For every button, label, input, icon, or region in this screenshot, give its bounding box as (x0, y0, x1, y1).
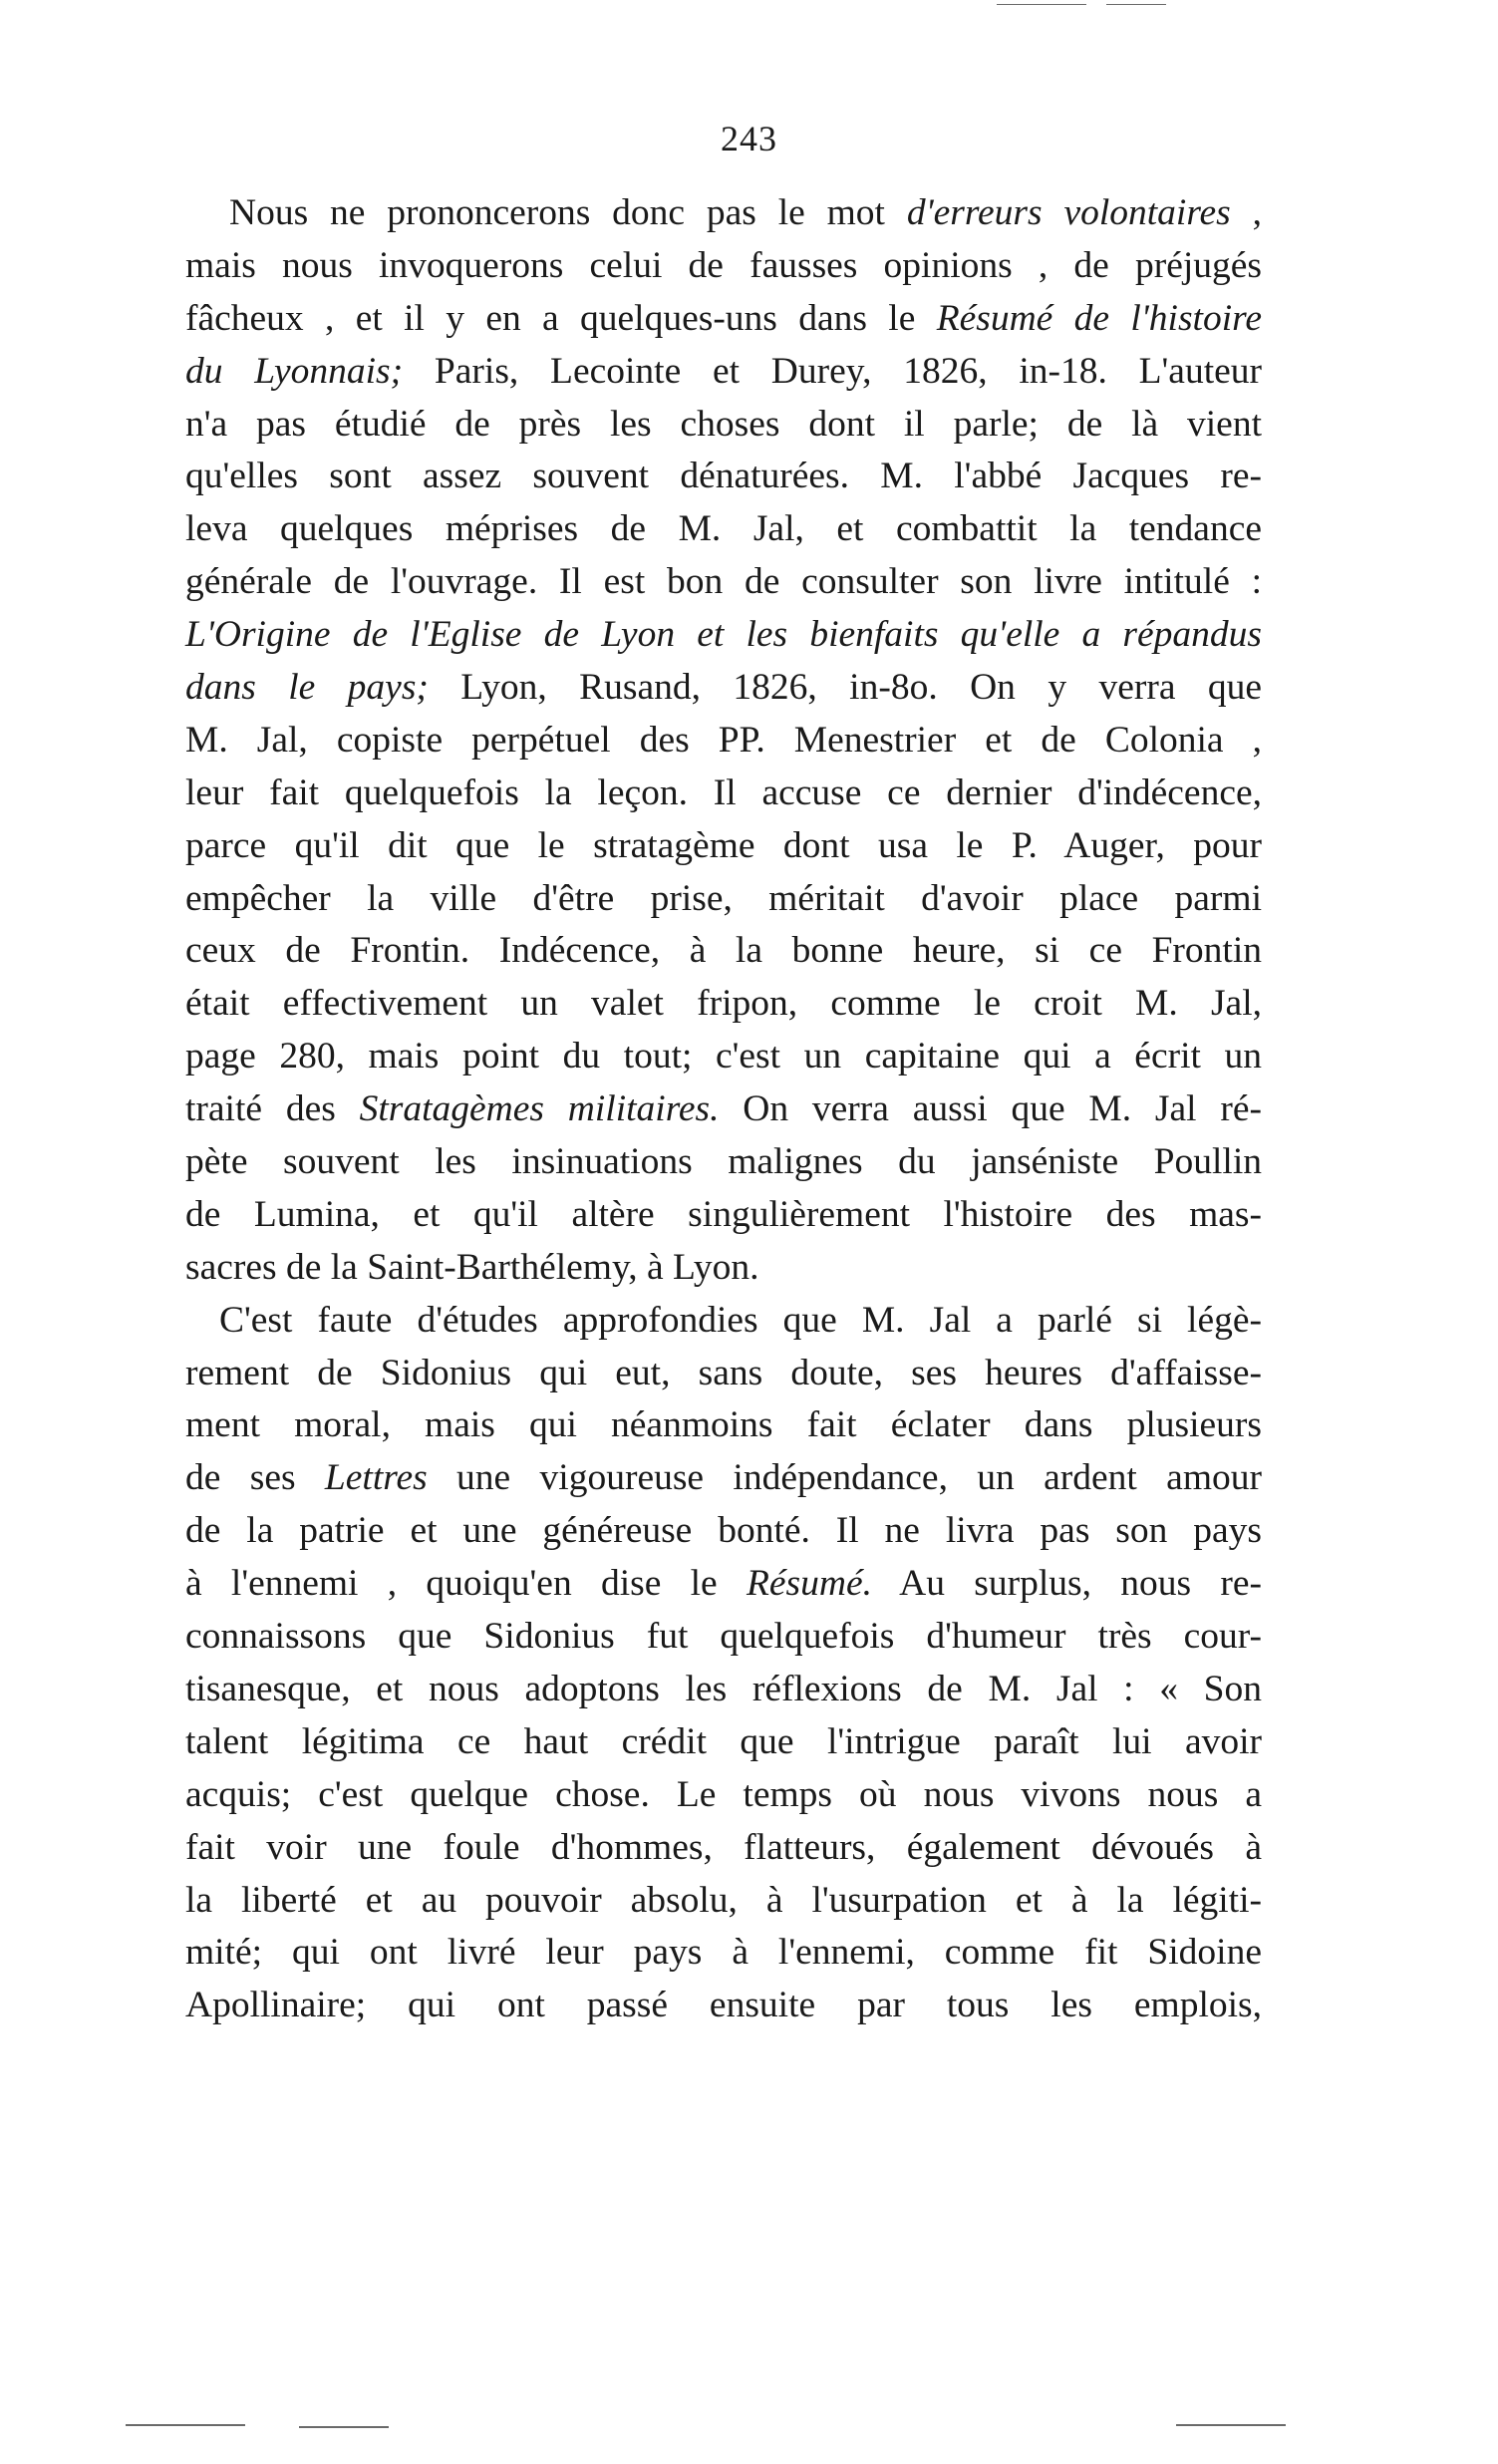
text-run: de ses (185, 1457, 325, 1499)
text-line (185, 1452, 1262, 1505)
top-rule-right-2 (1106, 4, 1166, 5)
text-run: C'est faute d'études approfondies que M. Jal a parlé si légè- (219, 1299, 1262, 1341)
text-line (185, 1031, 1262, 1083)
italic-text: du Lyonnais; (185, 350, 404, 392)
text-run: Lyon, Rusand, 1826, in-8o. On y verra que (428, 667, 1263, 709)
text-run: Au surplus, nous re- (871, 1563, 1262, 1605)
text-line (185, 1980, 1262, 2032)
text-line (185, 293, 1262, 346)
bottom-rule-left (126, 2424, 245, 2426)
text-run: ceux de Frontin. Indécence, à la bonne heure, si ce Frontin (185, 930, 1262, 972)
text-line (185, 240, 1262, 293)
text-run: de la patrie et une généreuse bonté. Il ne livra pas son pays (185, 1510, 1262, 1552)
bottom-rule-mid (299, 2426, 389, 2428)
text-line (185, 1716, 1262, 1769)
text-line (185, 1505, 1262, 1558)
italic-text: Stratagèmes militaires. (359, 1088, 720, 1130)
text-line (185, 715, 1262, 768)
page-number: 243 (721, 119, 777, 158)
text-run: pète souvent les insinuations malignes du janséniste Poullin (185, 1141, 1262, 1183)
text-line (185, 662, 1262, 715)
italic-text: d'erreurs volontaires (906, 192, 1231, 233)
text-line (185, 1242, 1262, 1295)
text-line (185, 1136, 1262, 1189)
text-run: la liberté et au pouvoir absolu, à l'usurpation et à la légiti- (185, 1879, 1262, 1921)
text-line (185, 556, 1262, 609)
text-run: qu'elles sont assez souvent dénaturées. M. l'abbé Jacques re- (185, 456, 1262, 497)
text-run: de Lumina, et qu'il altère singulièrement l'histoire des mas- (185, 1193, 1262, 1235)
text-line (185, 1189, 1262, 1242)
italic-text: Résumé de l'histoire (936, 297, 1262, 339)
text-line (185, 768, 1262, 820)
text-run: leva quelques méprises de M. Jal, et combattit la tendance (185, 508, 1262, 550)
text-run: n'a pas étudié de près les choses dont il parle; de là vient (185, 403, 1262, 445)
text-run: connaissons que Sidonius fut quelquefois d'humeur très cour- (185, 1616, 1262, 1658)
top-rule-right (997, 4, 1086, 5)
text-line (185, 1822, 1262, 1875)
text-run: Nous ne prononcerons donc pas le mot (229, 192, 907, 233)
text-line (185, 1295, 1262, 1348)
text-line (185, 873, 1262, 926)
text-line (185, 451, 1262, 503)
bottom-rule-right (1176, 2424, 1286, 2426)
text-line (185, 820, 1262, 873)
text-run: fâcheux , et il y en a quelques-uns dans le (185, 297, 937, 339)
text-run: ment moral, mais qui néanmoins fait éclater dans plusieurs (185, 1404, 1262, 1446)
text-run: acquis; c'est quelque chose. Le temps où nous vivons nous a (185, 1773, 1262, 1815)
text-run: à l'ennemi , quoiqu'en dise le (185, 1563, 747, 1605)
text-line (185, 1664, 1262, 1716)
text-line (185, 1558, 1262, 1611)
text-run: Apollinaire; qui ont passé ensuite par tous les emplois, (185, 1985, 1262, 2026)
text-run: talent légitima ce haut crédit que l'intrigue paraît lui avoir (185, 1720, 1262, 1762)
text-line (185, 1769, 1262, 1822)
italic-text: Résumé. (746, 1563, 872, 1605)
text-run: leur fait quelquefois la leçon. Il accuse ce dernier d'indécence, (185, 771, 1262, 813)
text-line (185, 1083, 1262, 1136)
italic-text: dans le pays; (185, 667, 429, 709)
text-line (185, 978, 1262, 1031)
text-line (185, 346, 1262, 399)
text-run: rement de Sidonius qui eut, sans doute, ses heures d'affaisse- (185, 1352, 1262, 1393)
italic-text: L'Origine de l'Eglise de Lyon et les bienfaits qu'elle a répandus (185, 614, 1262, 656)
text-line (185, 399, 1262, 452)
text-run: mité; qui ont livré leur pays à l'ennemi, comme fit Sidoine (185, 1932, 1262, 1974)
text-run: traité des (185, 1088, 360, 1130)
text-run: , (1230, 192, 1262, 233)
italic-text: Lettres (324, 1457, 428, 1499)
body-text (185, 187, 1262, 2032)
text-run: page 280, mais point du tout; c'est un capitaine qui a écrit un (185, 1036, 1262, 1078)
text-run: générale de l'ouvrage. Il est bon de consulter son livre intitulé : (185, 561, 1262, 603)
text-run: était effectivement un valet fripon, comme le croit M. Jal, (185, 983, 1262, 1025)
text-line (185, 1927, 1262, 1980)
text-run: empêcher la ville d'être prise, méritait d'avoir place parmi (185, 877, 1262, 919)
text-line (185, 1875, 1262, 1928)
text-line (185, 1348, 1262, 1400)
text-run: sacres de la Saint-Barthélemy, à Lyon. (185, 1246, 759, 1288)
text-run: mais nous invoquerons celui de fausses opinions , de préjugés (185, 244, 1262, 286)
text-line (185, 925, 1262, 978)
text-line (185, 1611, 1262, 1664)
text-run: fait voir une foule d'hommes, flatteurs, également dévoués à (185, 1826, 1262, 1868)
text-run: M. Jal, copiste perpétuel des PP. Menestrier et de Colonia , (185, 719, 1262, 761)
text-line (185, 187, 1262, 240)
text-line (185, 1399, 1262, 1452)
text-run: On verra aussi que M. Jal ré- (719, 1088, 1262, 1130)
text-run: une vigoureuse indépendance, un ardent amour (427, 1457, 1262, 1499)
text-line (185, 503, 1262, 556)
text-run: parce qu'il dit que le stratagème dont usa le P. Auger, pour (185, 824, 1262, 866)
text-line (185, 609, 1262, 662)
text-run: tisanesque, et nous adoptons les réflexions de M. Jal : « Son (185, 1668, 1262, 1709)
text-run: Paris, Lecointe et Durey, 1826, in-18. L'auteur (403, 350, 1262, 392)
